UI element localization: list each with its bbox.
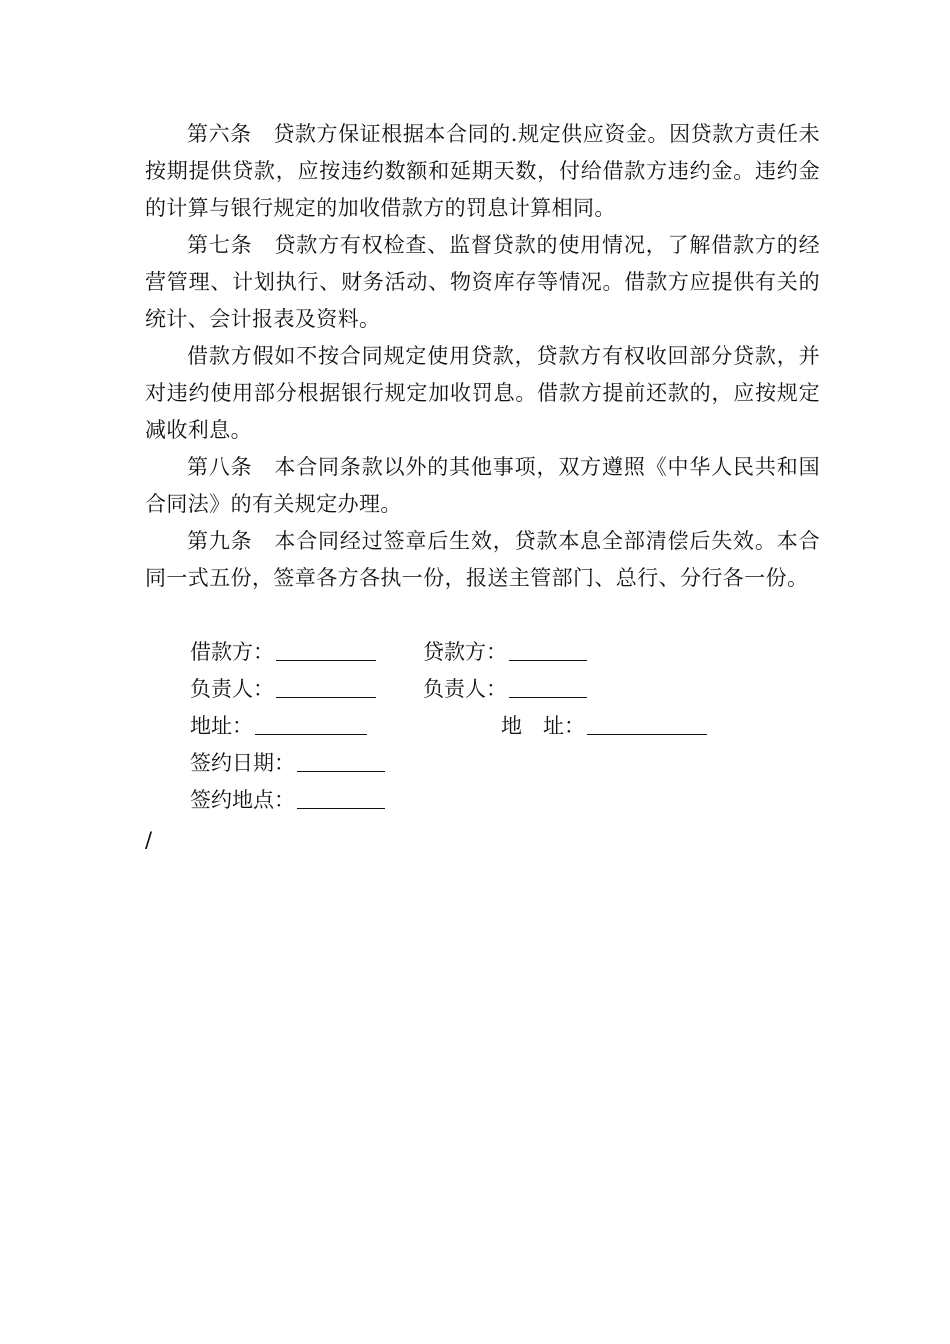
- borrower-rep-label: 负责人：: [190, 677, 274, 701]
- lender-address-blank-line: [587, 710, 707, 735]
- borrower-address-blank-line: [255, 710, 367, 735]
- lender-rep-field: [423, 671, 587, 708]
- article-7-paragraph: 第七条 贷款方有权检查、监督贷款的使用情况，了解借款方的经营管理、计划执行、财务活动、物资库存等情况。借款方应提供有关的统计、会计报表及资料。: [145, 233, 820, 331]
- trailing-slash-mark: /: [145, 828, 153, 852]
- signature-row-date: [190, 745, 830, 782]
- lender-address-label: 地 址：: [501, 714, 585, 738]
- sign-date-field: [190, 745, 385, 782]
- article-9-paragraph: 第九条 本合同经过签章后生效，贷款本息全部清偿后失效。本合同一式五份，签章各方各执一份，报送主管部门、总行、分行各一份。: [145, 529, 820, 590]
- signature-row-representatives: [190, 671, 830, 708]
- article-6-paragraph: 第六条 贷款方保证根据本合同的.规定供应资金。因贷款方责任未按期提供贷款，应按违约数额和延期天数，付给借款方违约金。违约金的计算与银行规定的加收借款方的罚息计算相同。: [145, 122, 820, 220]
- contract-body: [145, 116, 820, 597]
- borrower-rep-blank-line: [276, 673, 376, 698]
- lender-label: 贷款方：: [423, 640, 507, 664]
- sign-date-label: 签约日期：: [190, 751, 295, 775]
- borrower-address-label: 地址：: [190, 714, 253, 738]
- signature-row-addresses: [190, 708, 830, 745]
- sign-place-field: [190, 782, 385, 819]
- borrower-rep-field: [190, 671, 376, 708]
- misuse-penalty-paragraph: 借款方假如不按合同规定使用贷款，贷款方有权收回部分贷款，并对违约使用部分根据银行规定加收罚息。借款方提前还款的，应按规定减收利息。: [145, 344, 820, 442]
- lender-rep-blank-line: [509, 673, 587, 698]
- article-8-paragraph: 第八条 本合同条款以外的其他事项，双方遵照《中华人民共和国合同法》的有关规定办理。: [145, 455, 820, 516]
- borrower-label: 借款方：: [190, 640, 274, 664]
- lender-blank-line: [509, 636, 587, 661]
- lender-address-field: [501, 708, 707, 745]
- lender-rep-label: 负责人：: [423, 677, 507, 701]
- lender-field: [423, 634, 587, 671]
- sign-place-label: 签约地点：: [190, 788, 295, 812]
- borrower-field: [190, 634, 376, 671]
- borrower-address-field: [190, 708, 367, 745]
- signature-block: [190, 634, 830, 819]
- sign-date-blank-line: [297, 747, 385, 772]
- signature-row-place: [190, 782, 830, 819]
- borrower-blank-line: [276, 636, 376, 661]
- sign-place-blank-line: [297, 784, 385, 809]
- signature-row-parties: [190, 634, 830, 671]
